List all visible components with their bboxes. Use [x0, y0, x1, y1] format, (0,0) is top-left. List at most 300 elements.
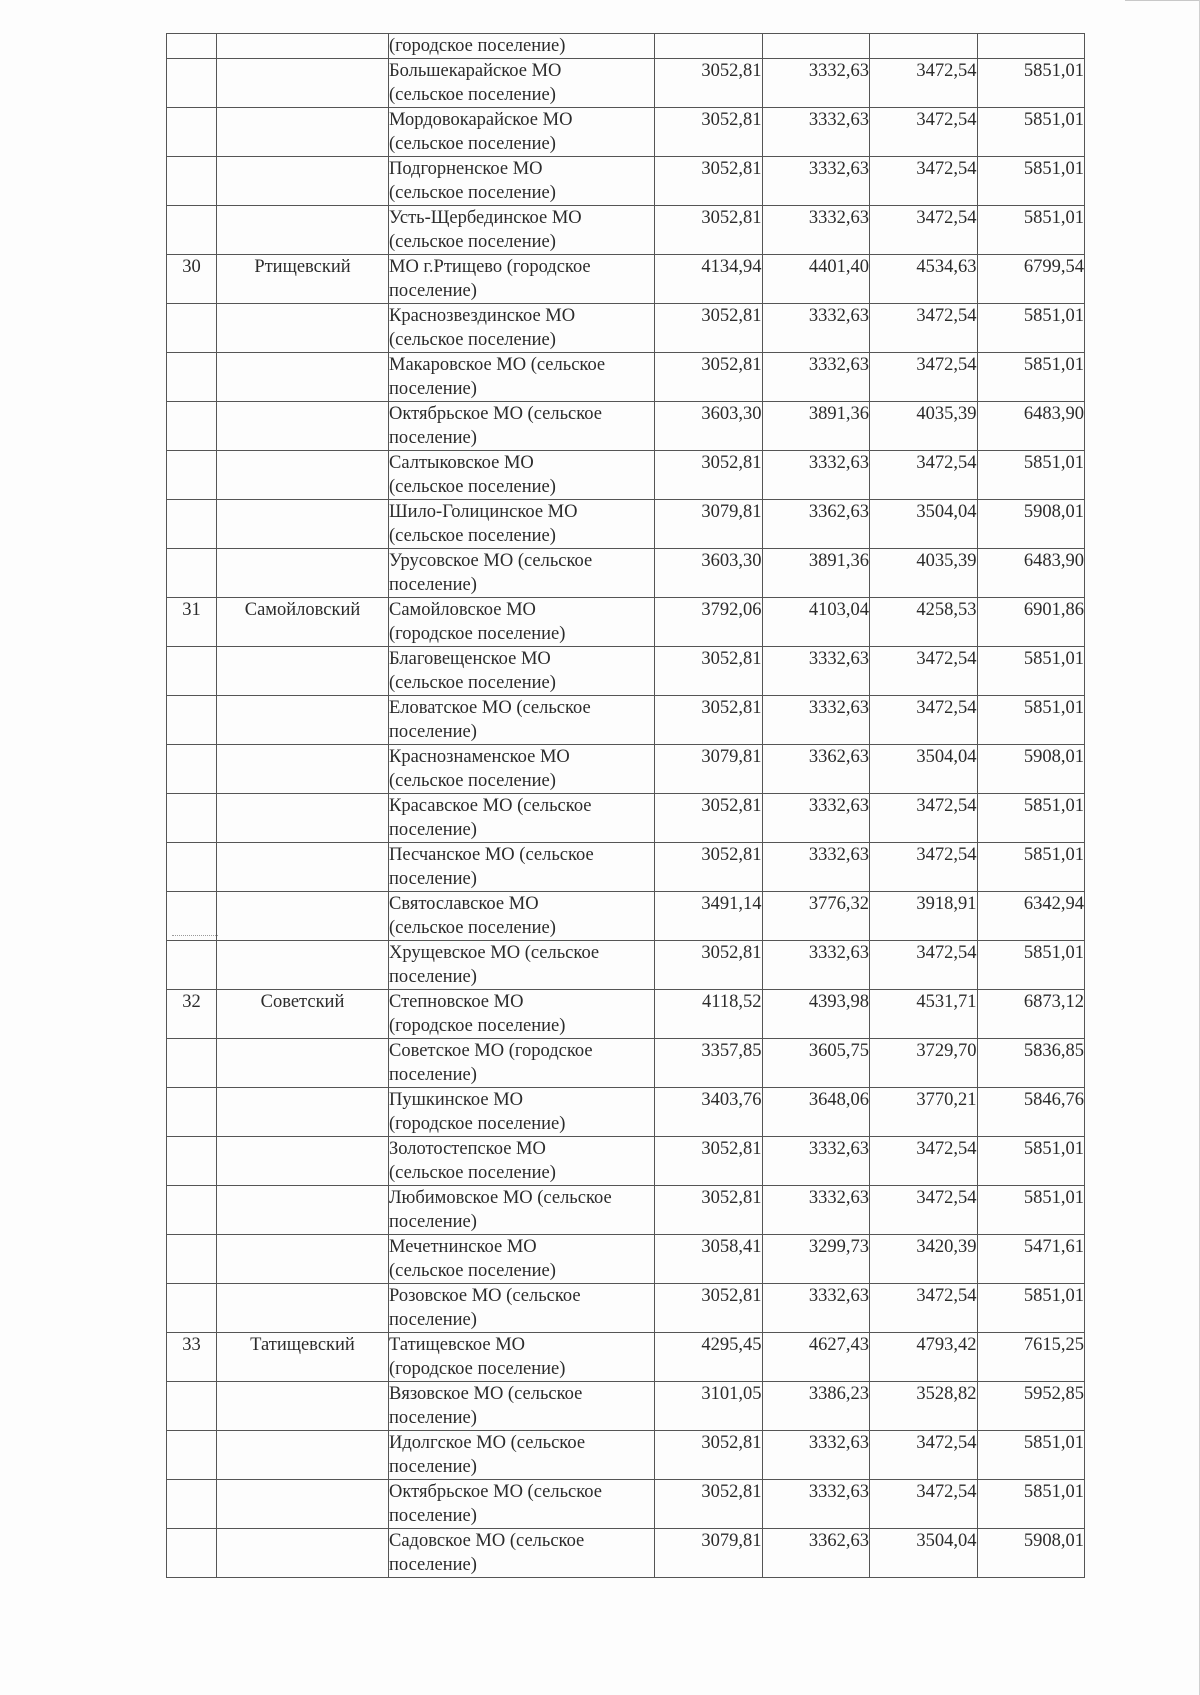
value-3-cell [870, 1235, 978, 1284]
value-2-text: 3332,63 [808, 110, 869, 130]
value-4-cell [977, 1529, 1085, 1578]
district-cell [217, 1431, 389, 1480]
value-3-cell [870, 255, 978, 304]
value-1-cell [655, 255, 763, 304]
table-row [167, 255, 1085, 304]
municipality-text: Степновское МО (городское поселение) [389, 992, 566, 1036]
value-3-cell [870, 1431, 978, 1480]
municipality-text: Песчанское МО (сельское поселение) [389, 845, 594, 889]
value-2-cell [762, 1431, 870, 1480]
value-3-text: 3504,04 [916, 502, 977, 522]
value-2-text: 3362,63 [808, 1531, 869, 1551]
value-1-text: 3052,81 [701, 208, 762, 228]
value-4-cell [977, 892, 1085, 941]
row-number-text: 32 [182, 992, 201, 1012]
value-2-cell [762, 1382, 870, 1431]
district-cell [217, 34, 389, 59]
value-3-cell [870, 206, 978, 255]
value-4-text: 5851,01 [1023, 61, 1084, 81]
value-4-text: 6873,12 [1023, 992, 1084, 1012]
table-row [167, 941, 1085, 990]
district-cell [217, 402, 389, 451]
value-2-text: 3332,63 [808, 1433, 869, 1453]
value-3-cell [870, 990, 978, 1039]
municipality-text: МО г.Ртищево (городское поселение) [389, 257, 591, 301]
value-2-text: 3891,36 [808, 551, 869, 571]
value-2-cell [762, 34, 870, 59]
municipality-text: Краснозвездинское МО (сельское поселение) [389, 306, 576, 350]
table-row [167, 1235, 1085, 1284]
value-2-text: 3332,63 [808, 208, 869, 228]
value-2-cell [762, 745, 870, 794]
value-1-cell [655, 1529, 763, 1578]
value-2-cell [762, 1137, 870, 1186]
value-4-cell [977, 1137, 1085, 1186]
value-2-cell [762, 647, 870, 696]
row-number-cell [167, 1186, 217, 1235]
row-number-cell [167, 1284, 217, 1333]
row-number-cell [167, 451, 217, 500]
value-3-text: 3472,54 [916, 355, 977, 375]
value-2-text: 3332,63 [808, 845, 869, 865]
row-number-cell [167, 1382, 217, 1431]
value-4-text: 5471,61 [1023, 1237, 1084, 1257]
row-number-cell [167, 59, 217, 108]
value-1-text: 3052,81 [701, 649, 762, 669]
value-4-cell [977, 598, 1085, 647]
district-cell [217, 59, 389, 108]
value-1-text: 4134,94 [701, 257, 762, 277]
value-4-text: 6483,90 [1023, 551, 1084, 571]
table-row [167, 157, 1085, 206]
value-1-text: 4295,45 [701, 1335, 762, 1355]
value-2-text: 3891,36 [808, 404, 869, 424]
value-4-cell [977, 304, 1085, 353]
table-row [167, 353, 1085, 402]
value-4-cell [977, 108, 1085, 157]
value-4-cell [977, 1333, 1085, 1382]
table-row [167, 1480, 1085, 1529]
value-3-text: 3472,54 [916, 649, 977, 669]
value-1-text: 3079,81 [701, 502, 762, 522]
value-1-text: 3603,30 [701, 404, 762, 424]
value-4-text: 5851,01 [1023, 796, 1084, 816]
value-2-cell [762, 892, 870, 941]
value-1-text: 3052,81 [701, 159, 762, 179]
table-row [167, 549, 1085, 598]
value-2-text: 3332,63 [808, 698, 869, 718]
value-3-cell [870, 941, 978, 990]
municipality-text: Салтыковское МО (сельское поселение) [389, 453, 556, 497]
value-1-text: 3052,81 [701, 1188, 762, 1208]
value-1-cell [655, 108, 763, 157]
municipality-cell [389, 353, 655, 402]
row-number-cell [167, 1431, 217, 1480]
value-3-cell [870, 1186, 978, 1235]
value-4-text: 5846,76 [1023, 1090, 1084, 1110]
value-1-cell [655, 745, 763, 794]
table-row [167, 1333, 1085, 1382]
value-4-cell [977, 696, 1085, 745]
value-4-cell [977, 1480, 1085, 1529]
value-2-text: 3648,06 [808, 1090, 869, 1110]
value-1-cell [655, 353, 763, 402]
value-2-cell [762, 500, 870, 549]
value-3-cell [870, 745, 978, 794]
value-2-cell [762, 941, 870, 990]
municipality-cell [389, 1529, 655, 1578]
value-4-text: 5851,01 [1023, 698, 1084, 718]
value-4-text: 5851,01 [1023, 110, 1084, 130]
municipality-text: Садовское МО (сельское поселение) [389, 1531, 585, 1575]
value-3-text: 3472,54 [916, 845, 977, 865]
municipality-text: Пушкинское МО (городское поселение) [389, 1090, 566, 1134]
value-1-cell [655, 59, 763, 108]
district-text: Советский [260, 992, 345, 1012]
value-3-cell [870, 1284, 978, 1333]
value-3-text: 3729,70 [916, 1041, 977, 1061]
district-cell [217, 1137, 389, 1186]
value-3-text: 4258,53 [916, 600, 977, 620]
table-row [167, 794, 1085, 843]
row-number-cell [167, 549, 217, 598]
row-number-cell [167, 206, 217, 255]
value-2-cell [762, 255, 870, 304]
value-3-text: 3472,54 [916, 1433, 977, 1453]
table-row [167, 1382, 1085, 1431]
value-3-cell [870, 34, 978, 59]
municipality-cell [389, 206, 655, 255]
value-3-text: 3472,54 [916, 698, 977, 718]
value-1-cell [655, 647, 763, 696]
value-3-text: 3528,82 [916, 1384, 977, 1404]
value-4-cell [977, 34, 1085, 59]
value-1-text: 3052,81 [701, 1139, 762, 1159]
value-3-cell [870, 157, 978, 206]
value-3-text: 3504,04 [916, 1531, 977, 1551]
row-number-cell [167, 892, 217, 941]
row-number-cell [167, 1039, 217, 1088]
value-1-cell [655, 1480, 763, 1529]
municipality-text: Любимовское МО (сельское поселение) [389, 1188, 612, 1232]
value-3-cell [870, 402, 978, 451]
value-4-text: 5851,01 [1023, 159, 1084, 179]
value-4-cell [977, 1186, 1085, 1235]
value-4-text: 5851,01 [1023, 208, 1084, 228]
value-2-cell [762, 794, 870, 843]
row-number-cell [167, 157, 217, 206]
municipality-cell [389, 304, 655, 353]
value-4-text: 5851,01 [1023, 1188, 1084, 1208]
value-4-text: 6901,86 [1023, 600, 1084, 620]
value-1-text: 3052,81 [701, 1286, 762, 1306]
row-number-cell [167, 402, 217, 451]
value-4-text: 5851,01 [1023, 1139, 1084, 1159]
value-3-text: 3918,91 [916, 894, 977, 914]
value-3-text: 3472,54 [916, 306, 977, 326]
row-number-cell [167, 353, 217, 402]
municipality-cell [389, 990, 655, 1039]
municipality-cell [389, 598, 655, 647]
municipality-cell [389, 59, 655, 108]
value-1-cell [655, 1333, 763, 1382]
value-2-cell [762, 843, 870, 892]
value-3-text: 3472,54 [916, 943, 977, 963]
value-3-text: 4793,42 [916, 1335, 977, 1355]
value-3-cell [870, 108, 978, 157]
value-4-text: 5952,85 [1023, 1384, 1084, 1404]
value-1-text: 3052,81 [701, 1433, 762, 1453]
municipality-text: Идолгское МО (сельское поселение) [389, 1433, 586, 1477]
value-3-cell [870, 794, 978, 843]
municipality-cell [389, 696, 655, 745]
value-1-cell [655, 34, 763, 59]
table-row [167, 1431, 1085, 1480]
municipality-text: Благовещенское МО (сельское поселение) [389, 649, 556, 693]
value-1-cell [655, 696, 763, 745]
municipality-cell [389, 794, 655, 843]
row-number-cell [167, 500, 217, 549]
municipality-cell [389, 34, 655, 59]
municipality-text: Мордовокарайское МО (сельское поселение) [389, 110, 573, 154]
value-4-cell [977, 1382, 1085, 1431]
row-number-cell [167, 304, 217, 353]
municipality-cell [389, 1284, 655, 1333]
value-3-cell [870, 549, 978, 598]
value-3-cell [870, 696, 978, 745]
value-1-text: 3052,81 [701, 355, 762, 375]
value-4-text: 5851,01 [1023, 1482, 1084, 1502]
district-cell [217, 108, 389, 157]
value-1-text: 3052,81 [701, 943, 762, 963]
value-3-cell [870, 647, 978, 696]
value-4-text: 5851,01 [1023, 453, 1084, 473]
value-3-text: 3472,54 [916, 61, 977, 81]
row-number-cell [167, 941, 217, 990]
value-1-text: 3491,14 [701, 894, 762, 914]
value-2-text: 4103,04 [808, 600, 869, 620]
value-3-cell [870, 500, 978, 549]
value-2-text: 3362,63 [808, 747, 869, 767]
value-3-text: 3420,39 [916, 1237, 977, 1257]
value-4-cell [977, 1235, 1085, 1284]
value-3-cell [870, 1137, 978, 1186]
value-4-cell [977, 843, 1085, 892]
district-cell [217, 549, 389, 598]
value-2-text: 3332,63 [808, 796, 869, 816]
value-2-cell [762, 1333, 870, 1382]
table-row [167, 647, 1085, 696]
value-1-text: 3603,30 [701, 551, 762, 571]
table-row [167, 500, 1085, 549]
value-2-text: 3386,23 [808, 1384, 869, 1404]
table-row [167, 59, 1085, 108]
municipality-text: Макаровское МО (сельское поселение) [389, 355, 606, 399]
municipality-cell [389, 255, 655, 304]
municipality-text: Самойловское МО (городское поселение) [389, 600, 566, 644]
value-4-cell [977, 353, 1085, 402]
municipality-cell [389, 1186, 655, 1235]
value-4-cell [977, 549, 1085, 598]
district-cell [217, 500, 389, 549]
value-1-cell [655, 1382, 763, 1431]
municipality-text: Октябрьское МО (сельское поселение) [389, 404, 602, 448]
municipality-cell [389, 941, 655, 990]
value-3-text: 3472,54 [916, 1286, 977, 1306]
value-3-text: 3472,54 [916, 1188, 977, 1208]
value-3-cell [870, 1088, 978, 1137]
dotted-mark [172, 935, 218, 937]
table-row [167, 598, 1085, 647]
value-1-text: 3052,81 [701, 1482, 762, 1502]
value-2-text: 4393,98 [808, 992, 869, 1012]
municipality-text: Усть-Щербединское МО (сельское поселение) [389, 208, 582, 252]
value-1-cell [655, 500, 763, 549]
value-1-text: 3357,85 [701, 1041, 762, 1061]
value-1-cell [655, 892, 763, 941]
row-number-text: 33 [182, 1335, 201, 1355]
district-text: Самойловский [244, 600, 361, 620]
value-2-cell [762, 1235, 870, 1284]
value-3-cell [870, 843, 978, 892]
value-4-cell [977, 500, 1085, 549]
municipality-cell [389, 500, 655, 549]
value-3-text: 4534,63 [916, 257, 977, 277]
value-3-text: 3472,54 [916, 1482, 977, 1502]
value-3-cell [870, 451, 978, 500]
district-cell [217, 696, 389, 745]
district-cell [217, 1039, 389, 1088]
value-1-cell [655, 598, 763, 647]
municipality-text: Святославское МО (сельское поселение) [389, 894, 556, 938]
value-1-text: 3052,81 [701, 453, 762, 473]
district-cell [217, 794, 389, 843]
district-cell [217, 157, 389, 206]
value-3-cell [870, 1480, 978, 1529]
value-3-text: 3472,54 [916, 796, 977, 816]
value-3-text: 4531,71 [916, 992, 977, 1012]
value-1-cell [655, 1431, 763, 1480]
value-2-cell [762, 1088, 870, 1137]
row-number-cell [167, 843, 217, 892]
table-row [167, 843, 1085, 892]
municipality-cell [389, 1333, 655, 1382]
municipality-text: Шило-Голицинское МО (сельское поселение) [389, 502, 578, 546]
table-row [167, 1137, 1085, 1186]
value-1-cell [655, 1088, 763, 1137]
row-number-cell [167, 108, 217, 157]
value-2-cell [762, 598, 870, 647]
row-number-cell [167, 1137, 217, 1186]
municipality-cell [389, 1235, 655, 1284]
value-2-text: 3332,63 [808, 355, 869, 375]
district-cell [217, 1382, 389, 1431]
municipality-cell [389, 647, 655, 696]
value-2-text: 3332,63 [808, 61, 869, 81]
value-1-cell [655, 451, 763, 500]
table-row [167, 304, 1085, 353]
value-1-text: 3052,81 [701, 306, 762, 326]
municipality-text: Краснознаменское МО (сельское поселение) [389, 747, 570, 791]
value-2-text: 3332,63 [808, 1482, 869, 1502]
value-4-text: 5908,01 [1023, 1531, 1084, 1551]
row-number-text: 31 [182, 600, 201, 620]
municipality-cell [389, 549, 655, 598]
value-3-cell [870, 1382, 978, 1431]
value-4-cell [977, 647, 1085, 696]
municipality-cell [389, 745, 655, 794]
municipality-cell [389, 157, 655, 206]
municipality-cell [389, 892, 655, 941]
district-cell [217, 353, 389, 402]
value-1-text: 3792,06 [701, 600, 762, 620]
value-3-text: 3472,54 [916, 110, 977, 130]
district-cell [217, 206, 389, 255]
value-2-text: 3332,63 [808, 1188, 869, 1208]
value-1-text: 3101,05 [701, 1384, 762, 1404]
district-cell [217, 941, 389, 990]
value-3-text: 3472,54 [916, 1139, 977, 1159]
district-cell [217, 1333, 389, 1382]
value-1-cell [655, 304, 763, 353]
value-4-cell [977, 745, 1085, 794]
row-number-cell [167, 647, 217, 696]
municipality-text: Большекарайское МО (сельское поселение) [389, 61, 562, 105]
district-cell [217, 1186, 389, 1235]
tariff-table-body [167, 34, 1085, 1578]
value-3-text: 4035,39 [916, 551, 977, 571]
municipality-text: Мечетнинское МО (сельское поселение) [389, 1237, 556, 1281]
value-1-cell [655, 1039, 763, 1088]
value-3-text: 3770,21 [916, 1090, 977, 1110]
value-2-cell [762, 549, 870, 598]
value-2-cell [762, 206, 870, 255]
municipality-cell [389, 1431, 655, 1480]
value-3-cell [870, 598, 978, 647]
district-text: Татищевский [250, 1335, 355, 1355]
value-1-cell [655, 1235, 763, 1284]
value-1-text: 3052,81 [701, 698, 762, 718]
value-3-text: 3472,54 [916, 159, 977, 179]
municipality-text: Татищевское МО (городское поселение) [389, 1335, 566, 1379]
value-1-text: 3052,81 [701, 796, 762, 816]
value-2-cell [762, 1480, 870, 1529]
scan-border-top [1125, 0, 1200, 1]
value-1-cell [655, 990, 763, 1039]
row-number-cell [167, 1235, 217, 1284]
table-row [167, 990, 1085, 1039]
value-4-cell [977, 941, 1085, 990]
row-number-cell [167, 990, 217, 1039]
row-number-cell [167, 255, 217, 304]
value-2-text: 3332,63 [808, 1139, 869, 1159]
value-2-text: 3332,63 [808, 159, 869, 179]
value-4-text: 5851,01 [1023, 1433, 1084, 1453]
municipality-text: Урусовское МО (сельское поселение) [389, 551, 593, 595]
value-4-cell [977, 1039, 1085, 1088]
district-cell [217, 647, 389, 696]
value-4-text: 6342,94 [1023, 894, 1084, 914]
row-number-cell [167, 34, 217, 59]
row-number-cell [167, 1333, 217, 1382]
table-row [167, 696, 1085, 745]
tariff-table [166, 33, 1085, 1578]
table-row [167, 402, 1085, 451]
value-2-cell [762, 990, 870, 1039]
district-cell [217, 1235, 389, 1284]
district-cell [217, 255, 389, 304]
table-row [167, 1088, 1085, 1137]
